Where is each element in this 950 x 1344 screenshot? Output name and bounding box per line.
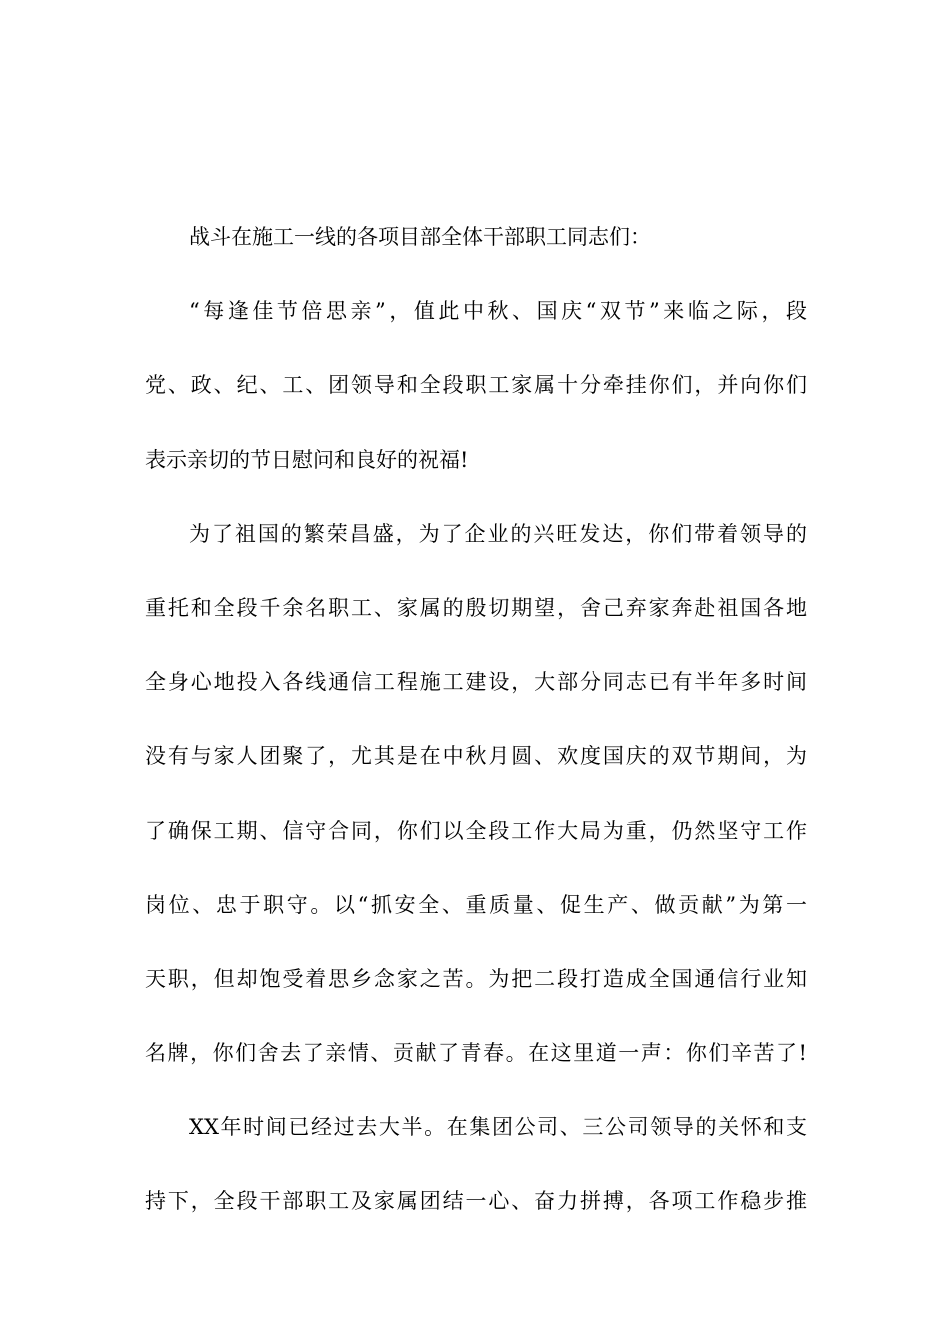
paragraph-2-line-5: 了确保工期、信守合同，你们以全段工作大局为重，仍然坚守工作 [145,818,807,843]
paragraph-1-line-1: “每逢佳节倍思亲”，值此中秋、国庆“双节”来临之际，段 [189,299,807,324]
letter-body [145,200,807,1239]
paragraph-2-line-3: 全身心地投入各线通信工程施工建设，大部分同志已有半年多时间 [145,670,807,695]
paragraph-3-line-1: XX年时间已经过去大半。在集团公司、三公司领导的关怀和支 [189,1115,807,1140]
paragraph-1-line-3: 表示亲切的节日慰问和良好的祝福! [145,447,469,472]
paragraph-2-line-7: 天职，但却饱受着思乡念家之苦。为把二段打造成全国通信行业知 [145,966,807,991]
paragraph-2-line-2: 重托和全段千余名职工、家属的殷切期望，舍己弃家奔赴祖国各地 [145,595,807,620]
paragraph-2-line-8: 名牌，你们舍去了亲情、贡献了青春。在这里道一声：你们辛苦了! [145,1041,807,1066]
salutation-line: 战斗在施工一线的各项目部全体干部职工同志们： [189,225,651,249]
paragraph-2-line-6: 岗位、忠于职守。以“抓安全、重质量、促生产、做贡献”为第一 [145,892,807,917]
paragraph-3-line-2: 持下，全段干部职工及家属团结一心、奋力拼搏，各项工作稳步推 [145,1189,807,1214]
paragraph-2-line-4: 没有与家人团聚了，尤其是在中秋月圆、欢度国庆的双节期间，为 [145,744,807,769]
paragraph-1-line-2: 党、政、纪、工、团领导和全段职工家属十分牵挂你们，并向你们 [145,373,807,398]
paragraph-2-line-1: 为了祖国的繁荣昌盛，为了企业的兴旺发达，你们带着领导的 [189,521,807,546]
